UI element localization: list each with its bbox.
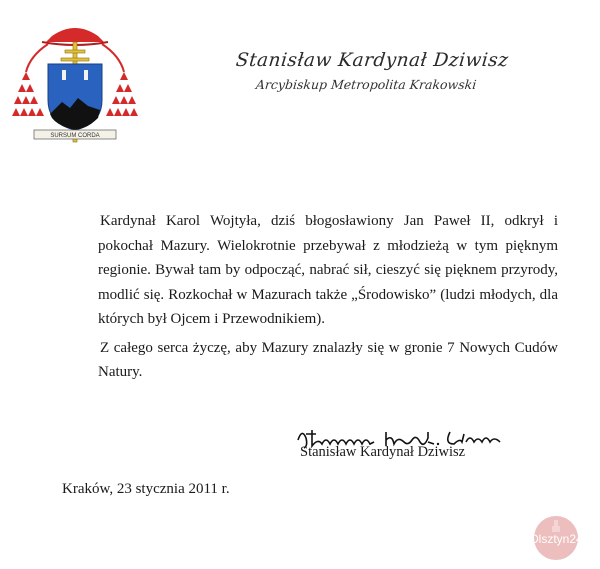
letter-body [98,209,558,385]
site-watermark [520,512,592,564]
motto-ribbon [34,130,116,139]
motto-text: SURSUM CORDA [50,133,100,139]
letter-paragraph-1: Kardynał Karol Wojtyła, dziś błogosławiony Jan Paweł II, odkrył i pokochał Mazury. Wielokrotnie przebywał z młodzieżą w tym pięknym regionie. Bywał tam by odpocząć, nabrać sił, cieszyć się pięknem przyrody, modlić się. Rozkochał w Mazurach także „Środowisko” (ludzi młodych, dla których był Ojcem i Przewodnikiem). [98,213,558,327]
letter-paragraph-2: Z całego serca życzę, aby Mazury znalazły się w gronie 7 Nowych Cudów Natury. [98,339,558,380]
letterhead-name: Stanisław Kardynał Dziwisz [234,50,510,71]
letterhead-title: Arcybiskup Metropolita Krakowski [255,77,478,92]
coat-of-arms-emblem [12,6,138,154]
signature-printed-name: Stanisław Kardynał Dziwisz [300,444,466,460]
watermark-text: Olsztyn24 [529,532,583,546]
shield-icon [48,64,102,130]
place-and-date: Kraków, 23 stycznia 2011 r. [62,481,230,497]
letterhead [236,50,536,92]
